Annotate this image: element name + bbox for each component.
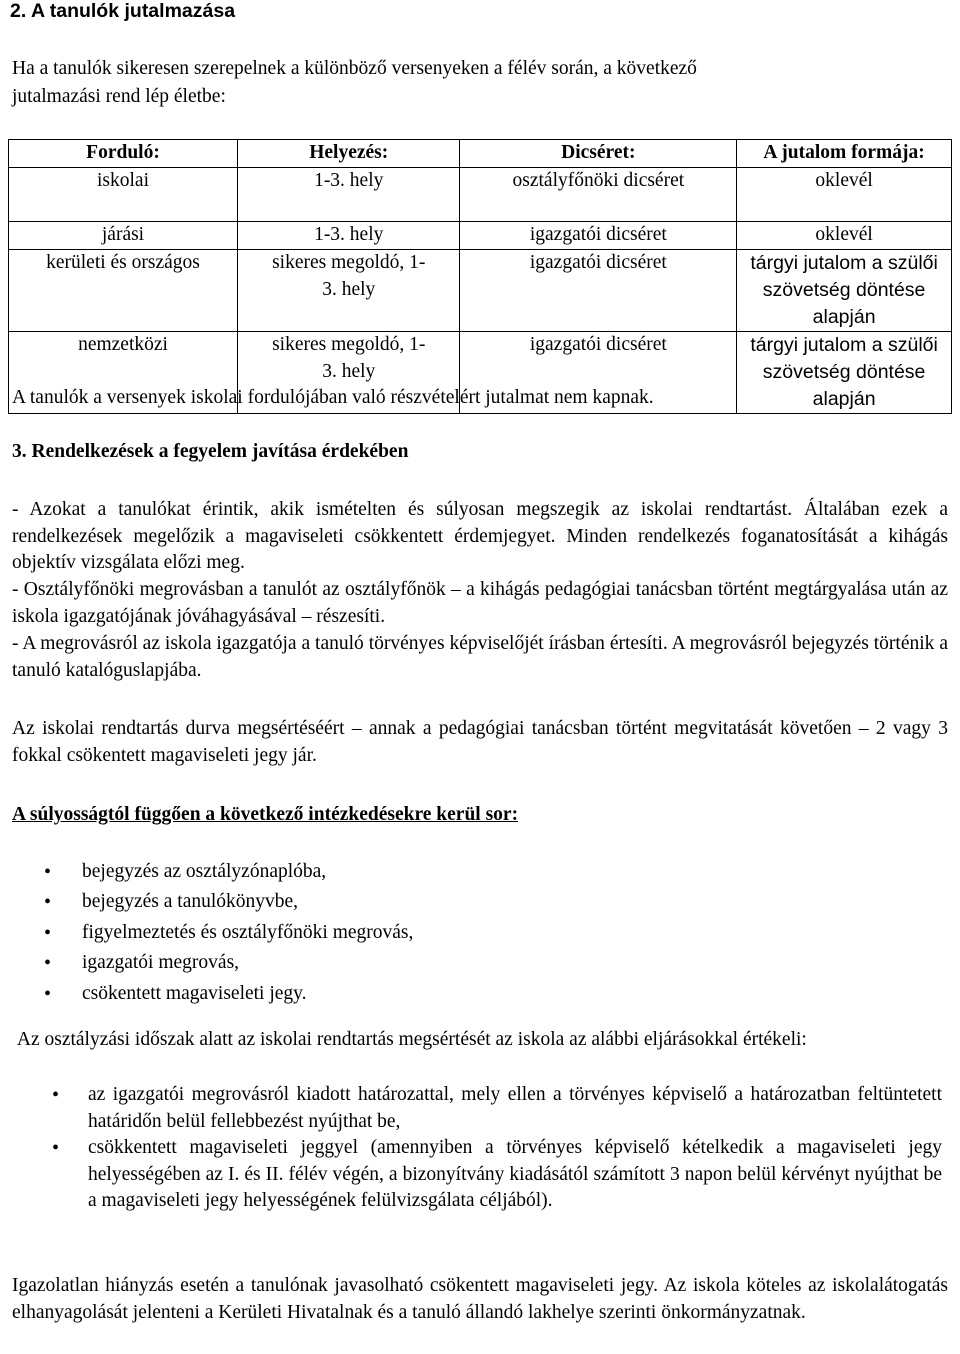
- section-heading-rewards: 2. A tanulók jutalmazása: [10, 0, 236, 22]
- cell-placement: 1-3. hely: [238, 168, 460, 222]
- bullet-icon: •: [44, 952, 52, 975]
- paragraph-grading-period: Az osztályzási időszak alatt az iskolai rendtartás megsértését az iskola az alábbi eljárásokkal értékeli:: [12, 1029, 807, 1050]
- header-placement: Helyezés:: [238, 140, 460, 168]
- cell-round: járási: [9, 222, 238, 250]
- bullet-icon: •: [44, 921, 52, 944]
- measures-heading: A súlyosságtól függően a következő intézkedésekre kerül sor:: [12, 804, 519, 825]
- section-heading-discipline: 3. Rendelkezések a fegyelem javítása érdekében: [12, 441, 409, 462]
- list-item: [0, 1082, 960, 1135]
- header-round: Forduló:: [9, 140, 238, 168]
- cell-placement: 1-3. hely: [238, 222, 460, 250]
- measure-text: bejegyzés az osztályzónaplóba,: [82, 861, 327, 882]
- intro-line-1: Ha a tanulók sikeresen szerepelnek a különböző versenyeken a félév során, a következő: [12, 58, 697, 79]
- paragraph-discipline-2: - Osztályfőnöki megrovásban a tanulót az osztályfőnök – a kihágás pedagógiai tanácsban történt megtárgyalása után az iskola igazgatójának jóváhagyásával – részesíti.: [12, 579, 948, 627]
- list-item: [0, 857, 960, 887]
- measure-text: igazgatói megrovás,: [82, 952, 240, 974]
- paragraph-discipline-1: - Azokat a tanulókat érintik, akik ismételten és súlyosan megszegik az iskolai rendtartást. Általában ezek a rendelkezések megelőzik a magaviseleti csökkentett érdemjegyet. Minden rendelkezés foganatosítását a kihágás objektív vizsgálata előzi meg.: [12, 499, 948, 573]
- header-praise: Dicséret:: [460, 140, 737, 168]
- header-reward-form: A jutalom formája:: [737, 140, 952, 168]
- list-item: [0, 1135, 960, 1215]
- paragraph-discipline-3: - A megrovásról az iskola igazgatója a tanuló törvényes képviselőjét írásban értesíti. A megrovásról bejegyzés történik a tanuló katalóguslapjába.: [12, 633, 948, 681]
- table-row: [9, 222, 952, 250]
- measures-list: [0, 857, 960, 1009]
- bullet-icon: •: [44, 982, 52, 1005]
- bullet-icon: •: [44, 861, 52, 883]
- cell-praise: osztályfőnöki dicséret: [460, 168, 737, 222]
- cell-round: iskolai: [9, 168, 238, 222]
- procedure-text: csökkentett magaviseleti jeggyel (amennyiben a törvényes képviselő kételkedik a magaviseleti jegy helyességében az I. és II. félév végén, a bizonyítvány kiadásától számított 3 napon belül kérvényt nyújthat be a magaviseleti jegy helyességének felülvizsgálata céljából).: [88, 1137, 942, 1211]
- cell-placement: sikeres megoldó, 1-3. hely: [238, 332, 460, 414]
- paragraph-serious-violation: Az iskolai rendtartás durva megsértéséért – annak a pedagógiai tanácsban történt megvitatását követően – 2 vagy 3 fokkal csökentett magaviseleti jegy jár.: [12, 718, 948, 766]
- procedure-text: az igazgatói megrovásról kiadott határozattal, mely ellen a törvényes képviselő a határozatban feltüntetett határidőn belül fellebbezést nyújthat be,: [88, 1084, 942, 1132]
- list-item: [0, 979, 960, 1009]
- table-row: [9, 250, 952, 332]
- cell-reward-form: oklevél: [737, 222, 952, 250]
- cell-reward-form: tárgyi jutalom a szülői szövetség döntése alapján: [737, 332, 952, 414]
- measure-text: bejegyzés a tanulókönyvbe,: [82, 891, 299, 913]
- bullet-icon: •: [52, 1084, 60, 1106]
- cell-praise: igazgatói dicséret: [460, 222, 737, 250]
- bullet-icon: •: [52, 1137, 60, 1159]
- cell-praise: igazgatói dicséret: [460, 332, 737, 414]
- list-item: [0, 948, 960, 978]
- list-item: [0, 887, 960, 917]
- table-header-row: [9, 140, 952, 168]
- procedures-list: [0, 1082, 960, 1215]
- cell-praise: igazgatói dicséret: [460, 250, 737, 332]
- table-row: [9, 168, 952, 222]
- intro-line-2: jutalmazási rend lép életbe:: [12, 86, 226, 107]
- cell-reward-form: oklevél: [737, 168, 952, 222]
- bullet-icon: •: [44, 891, 52, 914]
- competition-note: A tanulók a versenyek iskolai fordulójában való részvételért jutalmat nem kapnak.: [12, 387, 654, 408]
- list-item: [0, 918, 960, 948]
- rewards-table: [8, 139, 952, 414]
- cell-placement: sikeres megoldó, 1-3. hely: [238, 250, 460, 332]
- measure-text: figyelmeztetés és osztályfőnöki megrovás,: [82, 921, 414, 943]
- measure-text: csökentett magaviseleti jegy.: [82, 982, 307, 1004]
- cell-round: kerületi és országos: [9, 250, 238, 332]
- cell-round: nemzetközi: [9, 332, 238, 414]
- paragraph-absence: Igazolatlan hiányzás esetén a tanulónak javasolható csökentett magaviseleti jegy. Az iskola köteles az iskolalátogatás elhanyagolását jelenteni a Kerületi Hivatalnak és a tanuló állandó lakhelye szerinti önkormányzatnak.: [12, 1275, 948, 1323]
- cell-reward-form: tárgyi jutalom a szülői szövetség döntése alapján: [737, 250, 952, 332]
